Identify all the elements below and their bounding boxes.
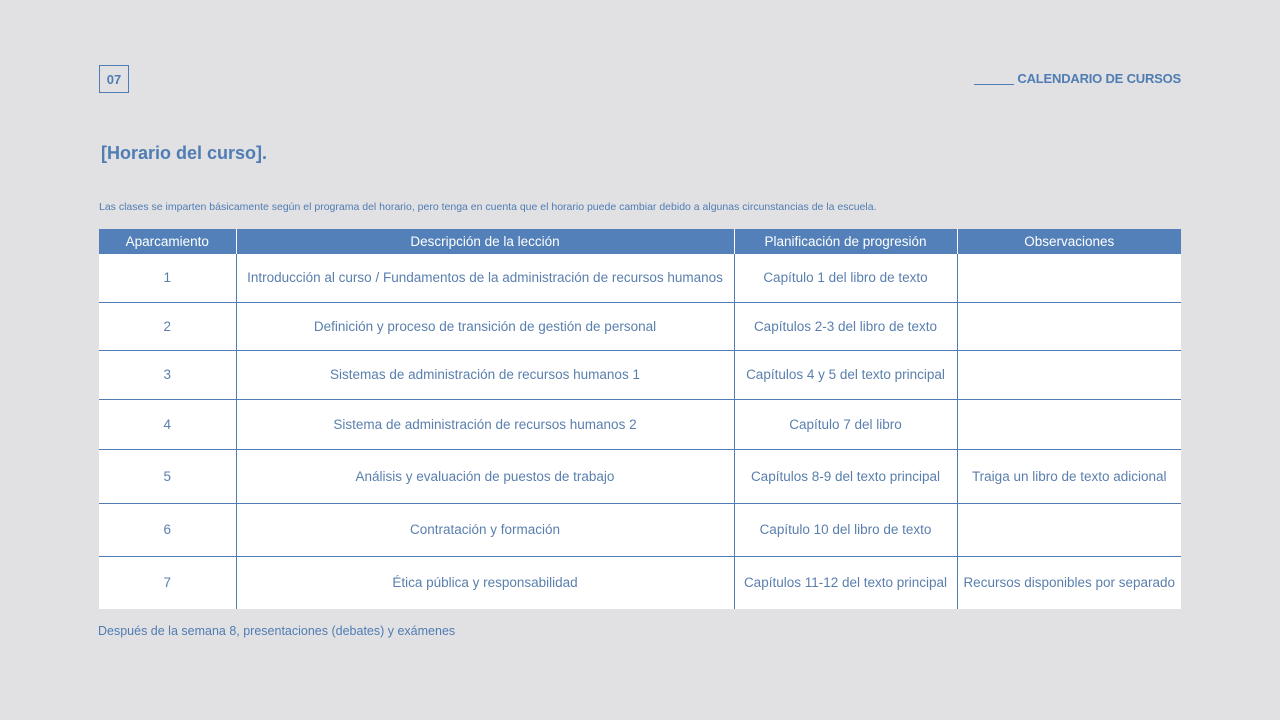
table-row xyxy=(99,503,1181,556)
cell-session: 3 xyxy=(99,350,236,399)
page-title: [Horario del curso]. xyxy=(101,143,268,163)
cell-session: 7 xyxy=(99,556,236,609)
table-row xyxy=(99,449,1181,503)
cell-progression-plan: Capítulos 8-9 del texto principal xyxy=(734,449,957,503)
cell-session: 6 xyxy=(99,503,236,556)
cell-observations: Recursos disponibles por separado xyxy=(957,556,1181,609)
footer-note: Después de la semana 8, presentaciones (debates) y exámenes xyxy=(98,624,456,638)
schedule-note: Las clases se imparten básicamente según el programa del horario, pero tenga en cuenta que el horario puede cambiar debido a algunas circunstancias de la escuela. xyxy=(99,201,877,213)
cell-progression-plan: Capítulo 10 del libro de texto xyxy=(734,503,957,556)
cell-lesson-description: Sistemas de administración de recursos humanos 1 xyxy=(236,350,734,399)
cell-observations: Traiga un libro de texto adicional xyxy=(957,449,1181,503)
header-observations: Observaciones xyxy=(957,229,1181,254)
cell-progression-plan: Capítulos 4 y 5 del texto principal xyxy=(734,350,957,399)
section-header xyxy=(974,71,1181,86)
section-header-label: CALENDARIO DE CURSOS xyxy=(1017,71,1181,86)
cell-progression-plan: Capítulo 1 del libro de texto xyxy=(734,254,957,302)
header-progression-plan: Planificación de progresión xyxy=(734,229,957,254)
cell-session: 5 xyxy=(99,449,236,503)
header-lesson-description: Descripción de la lección xyxy=(236,229,734,254)
cell-observations xyxy=(957,302,1181,350)
cell-observations xyxy=(957,254,1181,302)
cell-lesson-description: Definición y proceso de transición de gestión de personal xyxy=(236,302,734,350)
cell-lesson-description: Ética pública y responsabilidad xyxy=(236,556,734,609)
cell-lesson-description: Contratación y formación xyxy=(236,503,734,556)
table-row xyxy=(99,254,1181,302)
cell-progression-plan: Capítulo 7 del libro xyxy=(734,399,957,449)
table-header-row xyxy=(99,229,1181,254)
header-rule xyxy=(974,84,1014,85)
cell-observations xyxy=(957,350,1181,399)
table-row xyxy=(99,302,1181,350)
table-row xyxy=(99,556,1181,609)
cell-session: 1 xyxy=(99,254,236,302)
cell-session: 4 xyxy=(99,399,236,449)
cell-progression-plan: Capítulos 2-3 del libro de texto xyxy=(734,302,957,350)
page-number: 07 xyxy=(99,65,129,93)
cell-lesson-description: Introducción al curso / Fundamentos de la administración de recursos humanos xyxy=(236,254,734,302)
cell-progression-plan: Capítulos 11-12 del texto principal xyxy=(734,556,957,609)
cell-lesson-description: Sistema de administración de recursos humanos 2 xyxy=(236,399,734,449)
cell-observations xyxy=(957,503,1181,556)
header-session: Aparcamiento xyxy=(99,229,236,254)
schedule-table xyxy=(99,229,1181,609)
cell-observations xyxy=(957,399,1181,449)
cell-session: 2 xyxy=(99,302,236,350)
cell-lesson-description: Análisis y evaluación de puestos de trabajo xyxy=(236,449,734,503)
table-row xyxy=(99,350,1181,399)
table-row xyxy=(99,399,1181,449)
